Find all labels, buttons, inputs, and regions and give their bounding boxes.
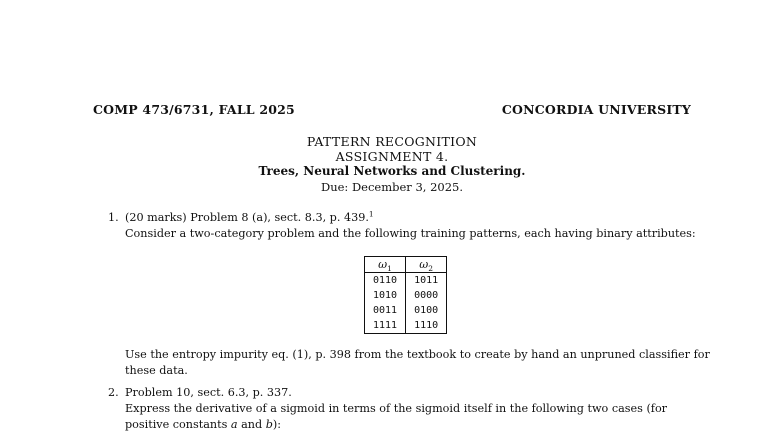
table-cell: 0011 — [365, 303, 406, 318]
variable-b: b — [265, 418, 273, 431]
assignment-subtitle: Trees, Neural Networks and Clustering. — [258, 164, 526, 178]
problem-heading: Problem 10, sect. 6.3, p. 337. — [125, 386, 292, 399]
table-row — [365, 288, 447, 303]
table-row — [365, 318, 447, 334]
class-1-header — [365, 257, 406, 273]
class-2-symbol: ω — [419, 258, 429, 271]
table-cell: 1110 — [406, 318, 447, 334]
assignment-title: ASSIGNMENT 4. — [335, 149, 449, 164]
body-text: ): — [272, 418, 282, 431]
university-header: CONCORDIA UNIVERSITY — [501, 102, 691, 117]
training-patterns-table — [364, 256, 447, 334]
problem-intro: Consider a two-category problem and the following training patterns, each having binary attributes: — [125, 227, 696, 240]
problem-heading — [125, 210, 698, 226]
table-cell: 0000 — [406, 288, 447, 303]
course-header: COMP 473/6731, FALL 2025 — [93, 102, 295, 117]
due-date: Due: December 3, 2025. — [320, 180, 463, 194]
course-title: PATTERN RECOGNITION — [306, 134, 478, 149]
class-2-header — [406, 257, 447, 273]
table-cell: 1111 — [365, 318, 406, 334]
problem-1-instructions: Use the entropy impurity eq. (1), p. 398 from the textbook to create by hand an unpruned classifier for these data. — [125, 348, 710, 377]
problem-1 — [108, 210, 698, 242]
problem-number: 2. — [108, 386, 119, 399]
footnote-mark: 1 — [368, 209, 374, 219]
table-cell: 1011 — [406, 273, 447, 289]
table-cell: 0100 — [406, 303, 447, 318]
table-cell: 0110 — [365, 273, 406, 289]
class-2-subscript: 2 — [428, 264, 434, 274]
table-row — [365, 273, 447, 289]
problem-body — [125, 401, 698, 433]
class-1-symbol: ω — [378, 258, 388, 271]
problem-heading-text: (20 marks) Problem 8 (a), sect. 8.3, p. 439. — [125, 211, 369, 224]
problem-2 — [108, 385, 698, 433]
body-text: Express the derivative of a sigmoid in terms of the sigmoid itself in the following two cases (for positive constants — [125, 402, 668, 431]
table-row — [365, 303, 447, 318]
body-text: and — [237, 418, 266, 431]
table-cell: 1010 — [365, 288, 406, 303]
title-block — [0, 134, 784, 195]
class-1-subscript: 1 — [387, 264, 392, 274]
problem-number: 1. — [108, 211, 119, 224]
variable-a: a — [230, 418, 238, 431]
